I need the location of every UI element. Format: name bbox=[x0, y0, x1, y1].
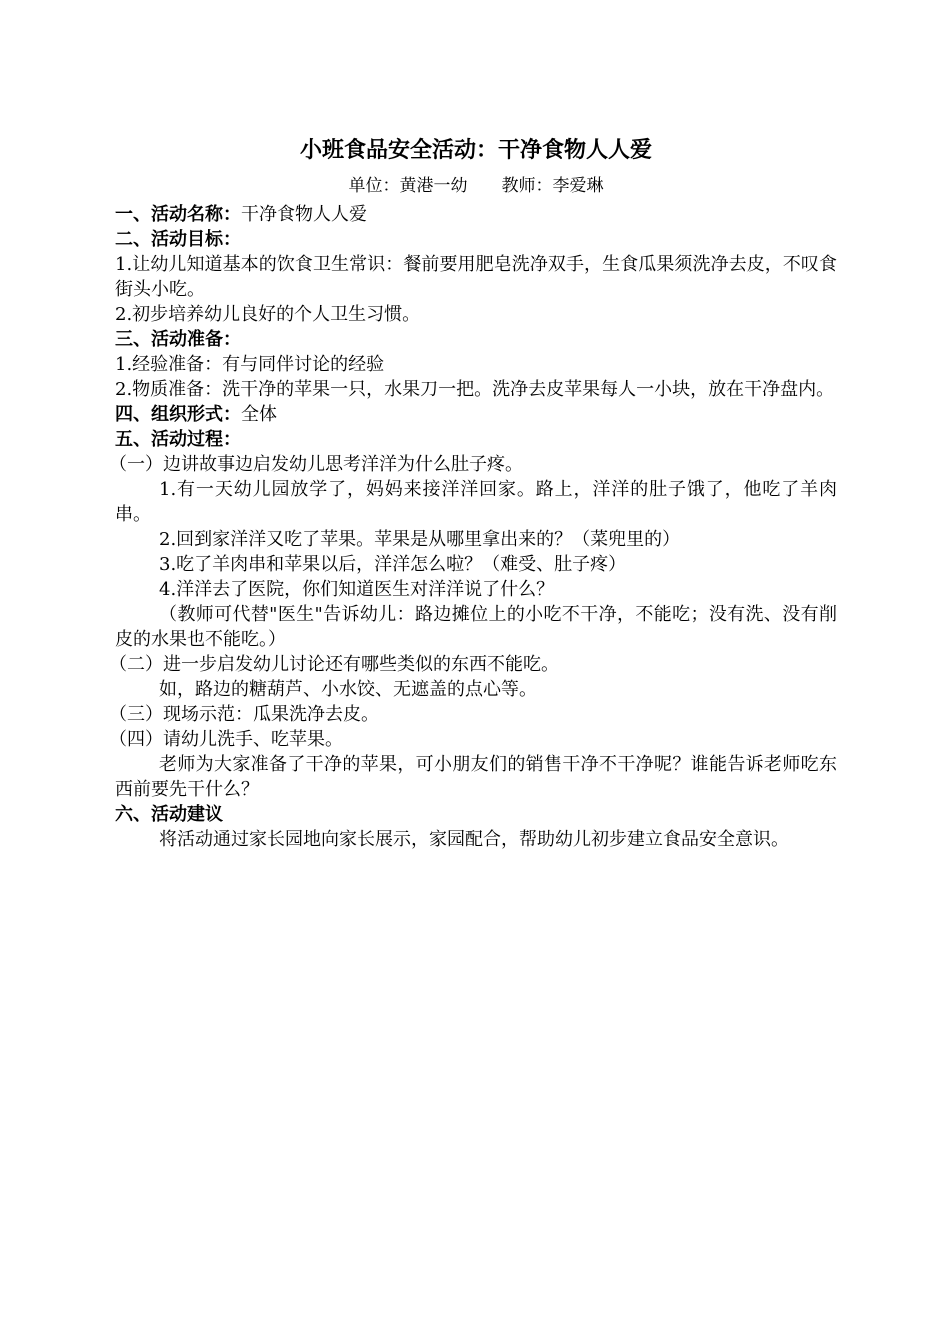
document-page bbox=[109, 130, 837, 852]
process-detail: 1.有一天幼儿园放学了，妈妈来接洋洋回家。路上，洋洋的肚子饿了，他吃了羊肉串。 bbox=[115, 479, 837, 525]
byline-teacher: 教师：李爱琳 bbox=[501, 176, 604, 196]
process-detail: 老师为大家准备了干净的苹果，可小朋友们的销售干净不干净呢？谁能告诉老师吃东西前要先干什么？ bbox=[115, 754, 837, 800]
document-title: 小班食品安全活动：干净食物人人爱 bbox=[299, 137, 652, 163]
section-heading: 一、活动名称： bbox=[115, 204, 241, 225]
section-heading: 四、组织形式： bbox=[115, 404, 241, 425]
process-step: （四）请幼儿洗手、吃苹果。 bbox=[109, 729, 343, 750]
process-detail: 2.回到家洋洋又吃了苹果。苹果是从哪里拿出来的？（菜兜里的） bbox=[159, 529, 681, 550]
process-step: （三）现场示范：瓜果洗净去皮。 bbox=[109, 704, 379, 725]
goal-item: 1.让幼儿知道基本的饮食卫生常识：餐前要用肥皂洗净双手，生食瓜果须洗净去皮，不叹食街头小吃。 bbox=[115, 254, 837, 300]
preparation-item: 1.经验准备：有与同伴讨论的经验 bbox=[115, 354, 385, 375]
suggestion-text: 将活动通过家长园地向家长展示，家园配合，帮助幼儿初步建立食品安全意识。 bbox=[159, 829, 789, 850]
process-step: （一）边讲故事边启发幼儿思考洋洋为什么肚子疼。 bbox=[109, 454, 523, 475]
goal-item: 2.初步培养幼儿良好的个人卫生习惯。 bbox=[115, 304, 421, 325]
process-detail: 如，路边的糖葫芦、小水饺、无遮盖的点心等。 bbox=[159, 679, 537, 700]
section-activity-name bbox=[115, 202, 837, 227]
section-heading: 三、活动准备： bbox=[115, 329, 241, 350]
section-text: 全体 bbox=[241, 404, 277, 425]
process-detail: 3.吃了羊肉串和苹果以后，洋洋怎么啦？（难受、肚子疼） bbox=[159, 554, 627, 575]
process-detail: 4.洋洋去了医院，你们知道医生对洋洋说了什么？ bbox=[159, 579, 555, 600]
process-step: （二）进一步启发幼儿讨论还有哪些类似的东西不能吃。 bbox=[109, 654, 559, 675]
process-detail: （教师可代替"医生"告诉幼儿：路边摊位上的小吃不干净，不能吃；没有洗、没有削皮的水果也不能吃。） bbox=[115, 604, 837, 650]
byline-unit: 单位：黄港一幼 bbox=[348, 176, 468, 196]
section-heading: 五、活动过程： bbox=[115, 429, 241, 450]
section-heading: 二、活动目标： bbox=[115, 229, 241, 250]
section-heading: 六、活动建议 bbox=[115, 804, 223, 825]
section-text: 干净食物人人爱 bbox=[241, 204, 367, 225]
preparation-item: 2.物质准备：洗干净的苹果一只，水果刀一把。洗净去皮苹果每人一小块，放在干净盘内。 bbox=[115, 379, 835, 400]
section-organization bbox=[115, 402, 837, 427]
byline bbox=[115, 170, 837, 202]
